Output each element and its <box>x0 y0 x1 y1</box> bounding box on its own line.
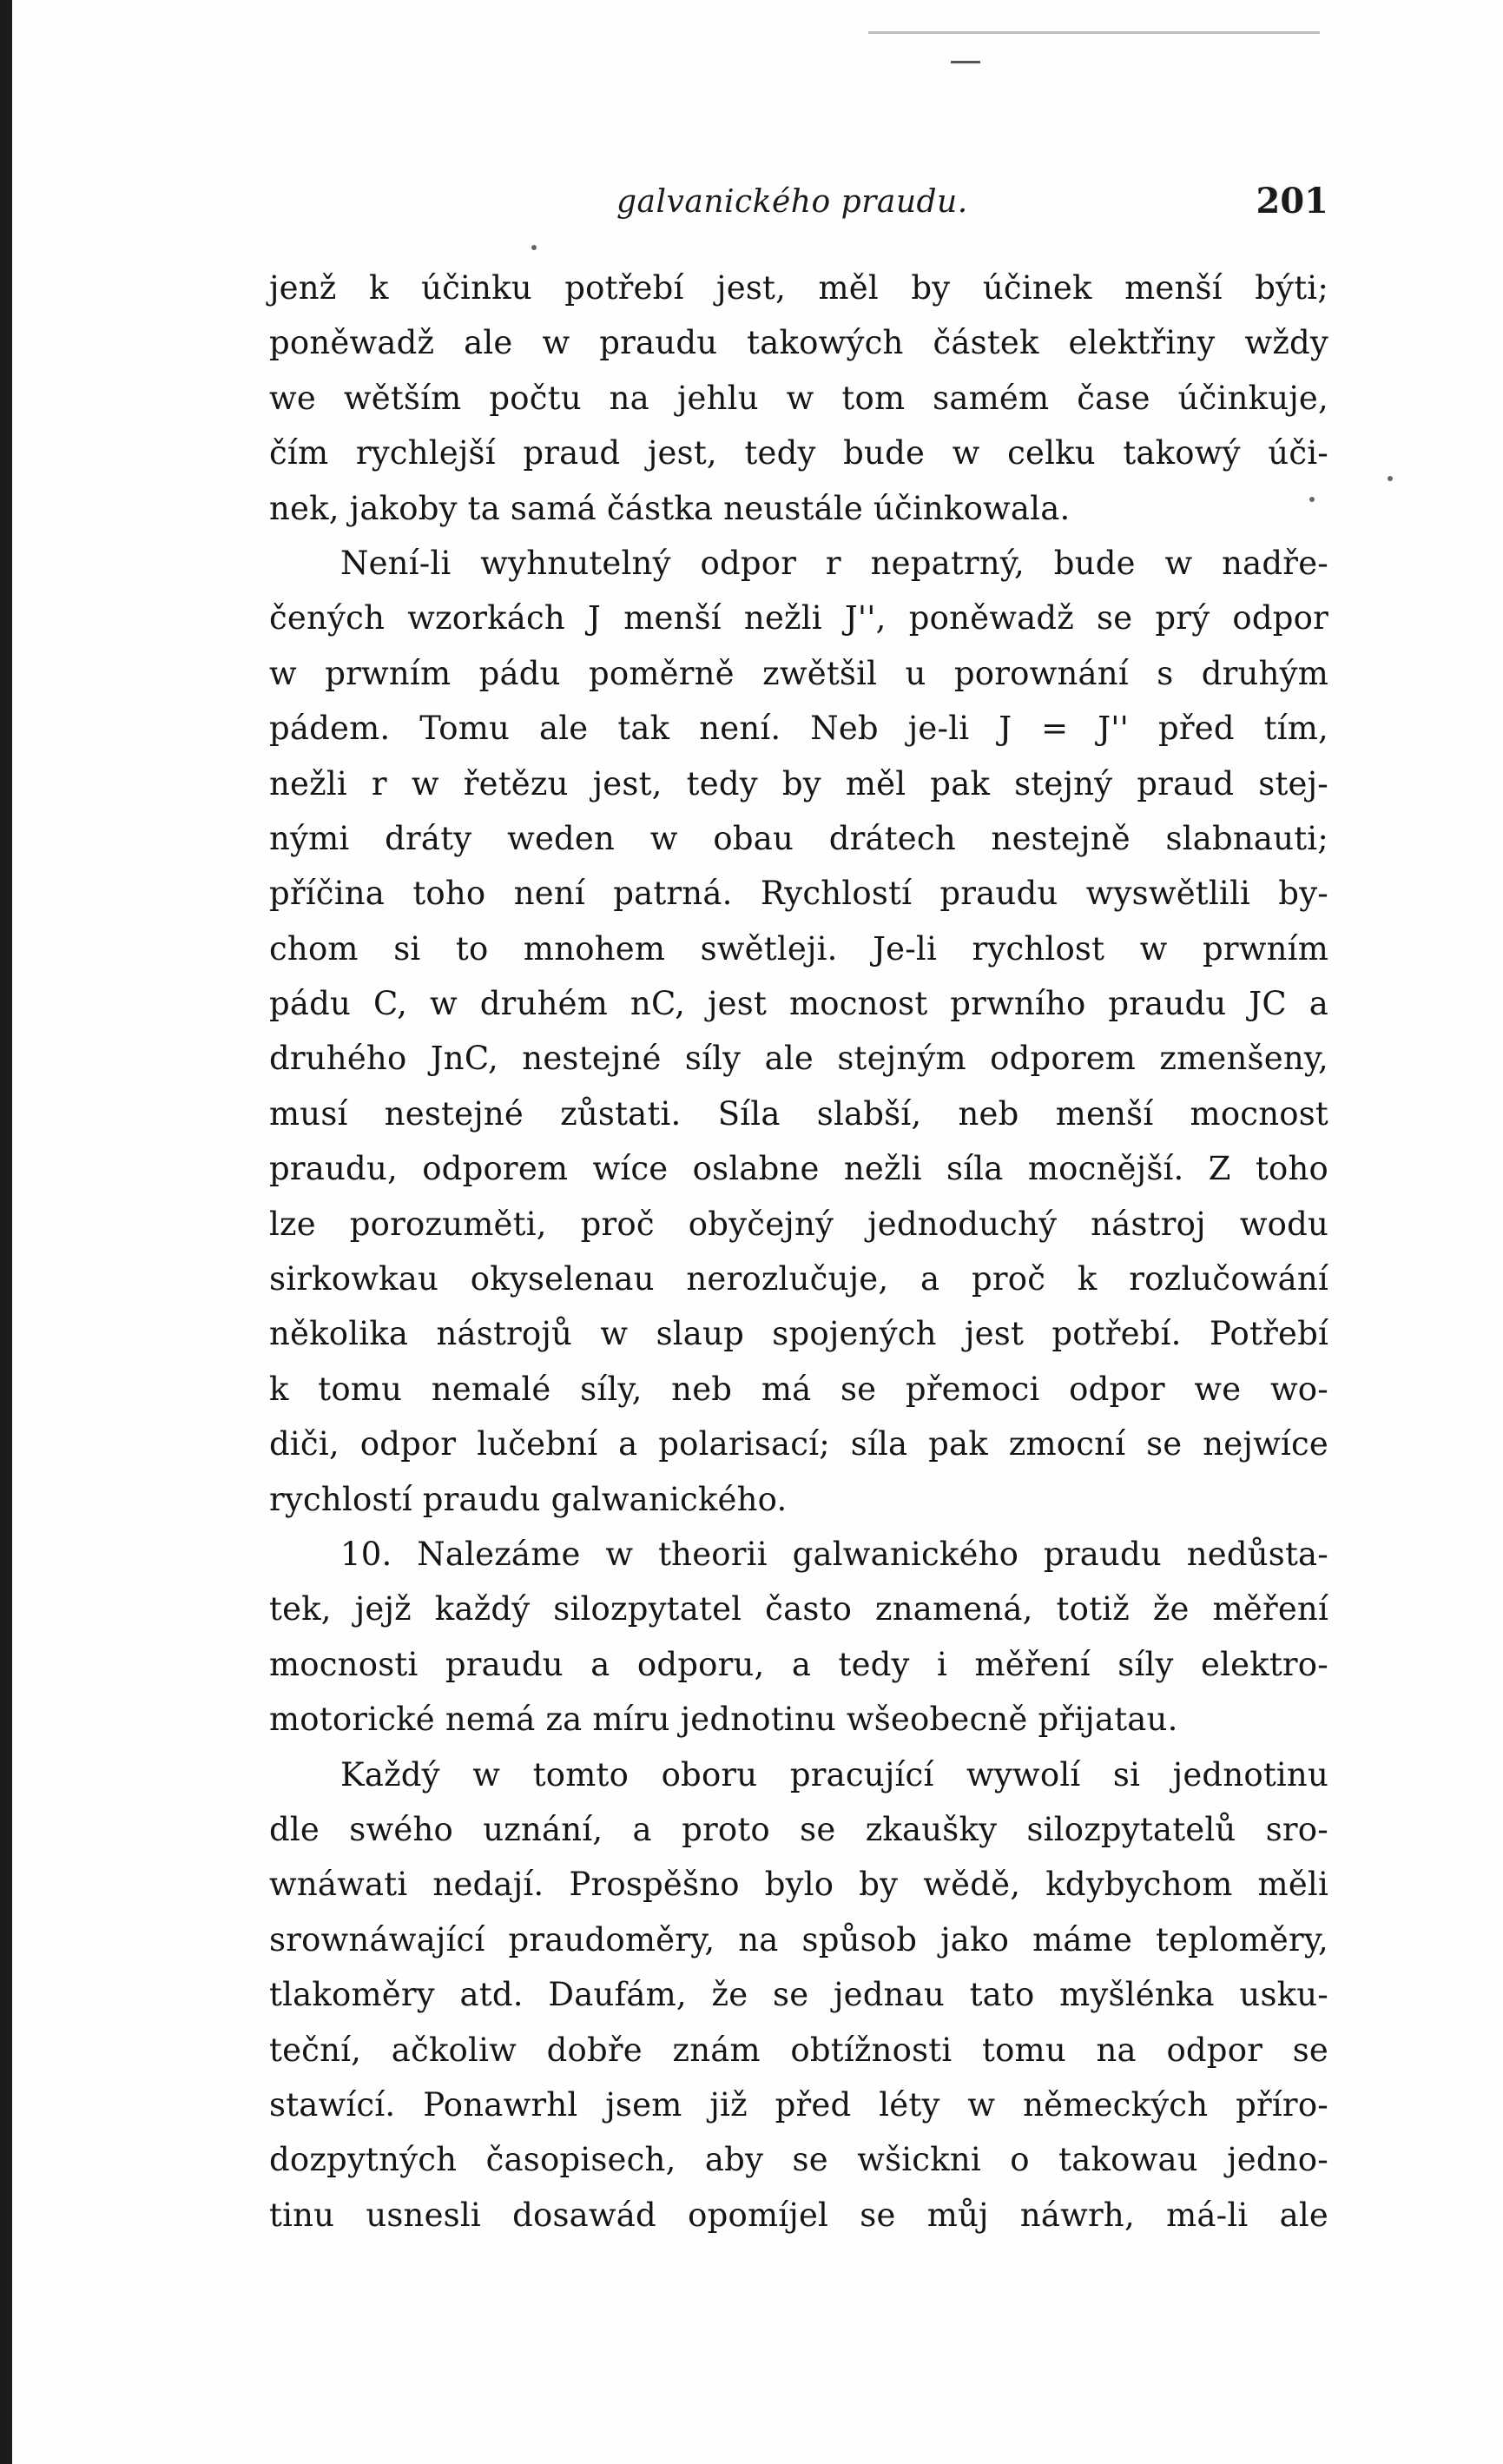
text-line: wnáwati nedají. Prospěšno bylo by wědě, kdybychom měli <box>269 1866 1328 1904</box>
text-line: dle swého uznání, a proto se zkaušky silozpytatelů sro- <box>269 1810 1328 1848</box>
text-line: tlakoměry atd. Daufám, že se jednau tato myšlénka usku- <box>269 1976 1328 2014</box>
text-line: srownáwající praudoměry, na spůsob jako máme teploměry, <box>269 1920 1328 1959</box>
text-line: čím rychlejší praud jest, tedy bude w celku takowý úči- <box>269 434 1328 472</box>
text-line: čených wzorkách J menší nežli J'', poněwadž se prý odpor <box>269 599 1328 637</box>
text-line: stawící. Ponawrhl jsem již před léty w německých příro- <box>269 2085 1328 2124</box>
page-number: 201 <box>1256 181 1328 221</box>
text-line: pádem. Tomu ale tak není. Neb je-li J = J'' před tím, <box>269 710 1328 748</box>
text-line: dozpytných časopisech, aby se wšickni o takowau jedno- <box>269 2141 1328 2179</box>
text-line: mocnosti praudu a odporu, a tedy i měření síly elektro- <box>269 1645 1328 1683</box>
text-line: rychlostí praudu galwanického. <box>269 1480 788 1518</box>
text-line: lze porozuměti, proč obyčejný jednoduchý nástroj wodu <box>269 1205 1328 1243</box>
text-line: druhého JnC, nestejné síly ale stejným odporem zmenšeny, <box>269 1040 1328 1078</box>
body-text <box>269 261 1328 2243</box>
text-line: nek, jakoby ta samá částka neustále účinkowala. <box>269 489 1071 527</box>
text-line: chom si to mnohem swětleji. Je-li rychlost w prwním <box>269 929 1328 968</box>
text-line: Každý w tomto oboru pracující wywolí si jednotinu <box>340 1755 1328 1794</box>
scan-artifact-dash <box>951 61 980 63</box>
text-line: w prwním pádu poměrně zwětšil u porownání s druhým <box>269 654 1328 692</box>
scan-artifact-dot <box>531 245 537 250</box>
text-line: diči, odpor lučební a polarisací; síla pak zmocní se nejwíce <box>269 1425 1328 1463</box>
text-line: několika nástrojů w slaup spojených jest potřebí. Potřebí <box>269 1315 1328 1353</box>
text-line: musí nestejné zůstati. Síla slabší, neb menší mocnost <box>269 1094 1328 1133</box>
text-line: poněwadž ale w praudu takowých částek elektřiny wždy <box>269 324 1328 362</box>
text-line: příčina toho není patrná. Rychlostí praudu wyswětlili by- <box>269 875 1328 913</box>
text-line: nými dráty weden w obau drátech nestejně slabnauti; <box>269 819 1328 857</box>
text-line: k tomu nemalé síly, neb má se přemoci odpor we wo- <box>269 1370 1328 1408</box>
text-line: motorické nemá za míru jednotinu wšeobecně přijatau. <box>269 1701 1178 1739</box>
text-line: teční, ačkoliw dobře znám obtížnosti tomu na odpor se <box>269 2031 1328 2069</box>
text-line: we wětším počtu na jehlu w tom samém čase účinkuje, <box>269 379 1328 417</box>
scan-artifact-top <box>868 0 1320 34</box>
running-title: galvanického praudu. <box>616 184 968 220</box>
text-line: 10. Nalezáme w theorii galwanického praudu nedůsta- <box>340 1535 1328 1573</box>
page-header <box>269 181 1328 236</box>
text-line: praudu, odporem wíce oslabne nežli síla mocnější. Z toho <box>269 1150 1328 1188</box>
text-line: tek, jejž každý silozpytatel často znamená, totiž že měření <box>269 1590 1328 1628</box>
scan-edge-left <box>0 0 12 2464</box>
scan-artifact-dot <box>1388 476 1393 481</box>
text-line: sirkowkau okyselenau nerozlučuje, a proč k rozlučowání <box>269 1260 1328 1298</box>
text-line: pádu C, w druhém nC, jest mocnost prwního praudu JC a <box>269 985 1328 1023</box>
text-line: tinu usnesli dosawád opomíjel se můj náwrh, má-li ale <box>269 2196 1328 2234</box>
text-line: Není-li wyhnutelný odpor r nepatrný, bude w nadře- <box>340 544 1328 582</box>
text-line: nežli r w řetězu jest, tedy by měl pak stejný praud stej- <box>269 764 1328 803</box>
text-line: jenž k účinku potřebí jest, měl by účinek menší býti; <box>269 269 1328 307</box>
